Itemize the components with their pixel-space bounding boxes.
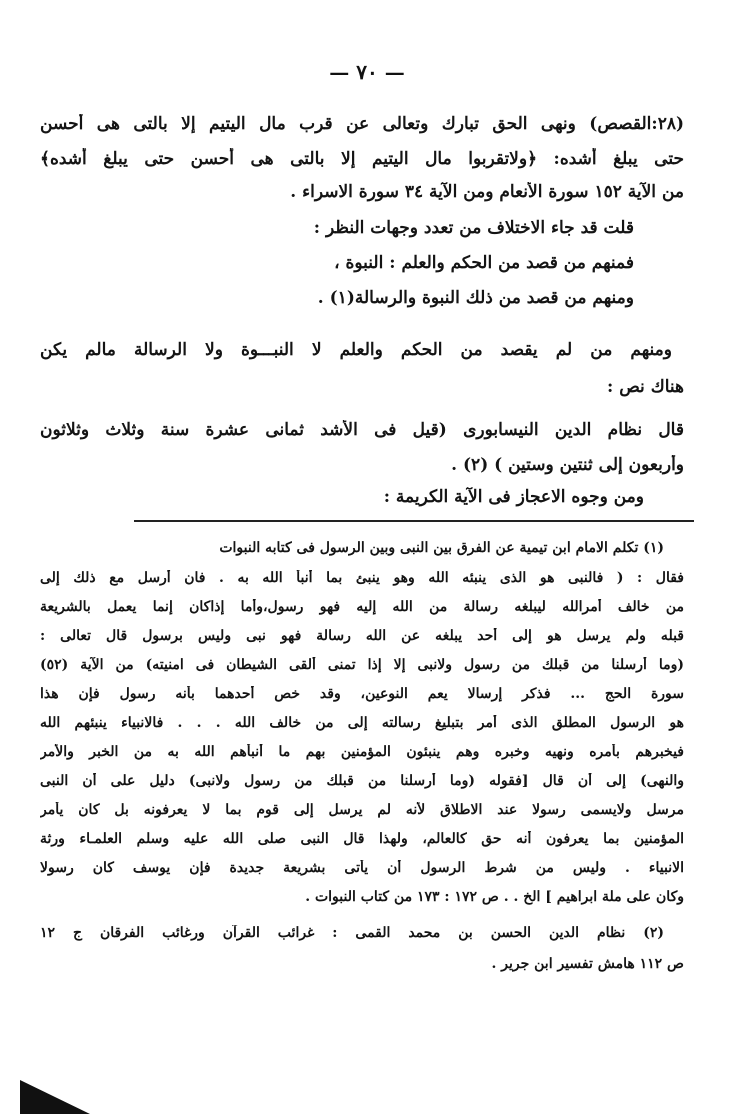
body-line: ومنهم من لم يقصد من الحكم والعلم لا النبـــوة ولا الرسالة مالم يكن <box>40 340 672 360</box>
body-line: وأربعون إلى ثنتين وستين ) (٢) . <box>451 455 684 475</box>
footnote-line: المؤمنين بما يعرفون أنه حق كالعالم، ولهذا قال النبى صلى الله عليه وسلم العلمـاء ورثة <box>40 831 684 847</box>
body-line: قال نظام الدين النيسابورى (قيل فى الأشد ثمانى عشرة سنة وثلاث وثلاثون <box>40 420 684 440</box>
footnote-divider <box>134 520 694 522</box>
footnote-line: ص ١١٢ هامش تفسير ابن جرير . <box>491 956 684 972</box>
footnote-line: (٢) نظام الدين الحسن بن محمد القمى : غرائب القرآن ورغائب الفرقان ج ١٢ <box>40 925 664 941</box>
page-corner-mark <box>20 1080 90 1114</box>
footnote-line: هو الرسول المطلق الذى أمر بتبليغ رسالته إلى من خالف الله . . . فالانبياء ينبئهم الله <box>40 715 684 731</box>
body-line: ومنهم من قصد من ذلك النبوة والرسالة(١) . <box>317 288 634 308</box>
footnote-line: والنهى) إلى أن قال [فقوله (وما أرسلنا من قبلك من رسول ولانبى) دليل على أن النبى <box>40 773 684 789</box>
footnote-line: من خالف أمرالله ليبلغه رسالة من الله إليه فهو رسول،وأما إذاكان إنما يعمل بالشريعة <box>40 599 684 615</box>
footnote-line: وكان على ملة ابراهيم ] الخ . . ص ١٧٢ : ١٧٣ من كتاب النبوات . <box>305 889 684 905</box>
footnote-line: (وما أرسلنا من قبلك من رسول ولانبى إلا إذا تمنى ألقى الشيطان فى امنيته) من الآية (٥٢) <box>40 657 684 673</box>
footnote-line: قبله ولم يرسل هو إلى أحد يبلغه عن الله رسالة فهو نبى وليس برسول قال تعالى : <box>40 628 684 644</box>
body-line: فمنهم من قصد من الحكم والعلم : النبوة ، <box>334 253 634 273</box>
body-line: (٢٨:القصص) ونهى الحق تبارك وتعالى عن قرب مال اليتيم إلا بالتى هى أحسن <box>40 114 684 134</box>
body-line: ومن وجوه الاعجاز فى الآية الكريمة : <box>383 487 644 507</box>
page-number: — ٧٠ — <box>329 60 405 84</box>
footnote-line: فيخبرهم بأمره ونهيه وخبره وهم ينبئون المؤمنين بهم ما أنبأهم الله به من الخبر والأمر <box>40 744 684 760</box>
body-line: هناك نص : <box>607 377 684 397</box>
footnote-line: مرسل ولايسمى رسولا عند الاطلاق لأنه لم يرسل إلى قوم بما لا يعرفونه بل كان يأمر <box>40 802 684 818</box>
footnote-line: الانبياء . وليس من شرط الرسول أن يأتى بشريعة جديدة فإن يوسف كان رسولا <box>40 860 684 876</box>
body-line: قلت قد جاء الاختلاف من تعدد وجهات النظر : <box>313 218 634 238</box>
body-line: من الآية ١٥٢ سورة الأنعام ومن الآية ٣٤ سورة الاسراء . <box>290 182 684 202</box>
footnote-line: فقال : ( فالنبى هو الذى ينبئه الله وهو ينبئ بما أنبأ الله به . فان أرسل مع ذلك إلى <box>40 570 684 586</box>
body-line: حتى يبلغ أشده: ﴿ولاتقربوا مال اليتيم إلا بالتى هى أحسن حتى يبلغ أشده﴾ <box>40 149 684 169</box>
footnote-line: سورة الحج ... فذكر إرسالا يعم النوعين، وقد خص أحدهما بأنه رسول فإن هذا <box>40 686 684 702</box>
footnote-line: (١) تكلم الامام ابن تيمية عن الفرق بين النبى وبين الرسول فى كتابه النبوات <box>219 540 664 556</box>
